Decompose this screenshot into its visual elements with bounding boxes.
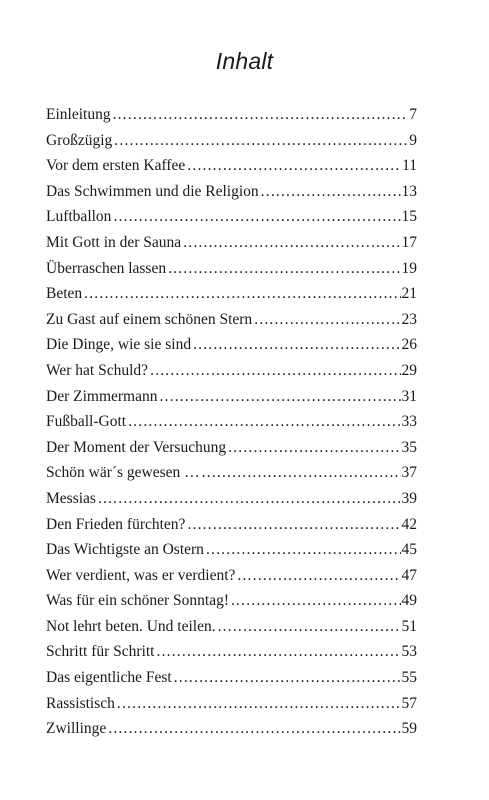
toc-entry-page-number: 13 (401, 182, 417, 200)
toc-entry (46, 204, 417, 230)
toc-entry (46, 358, 417, 384)
toc-entry-label: Einleitung (46, 106, 111, 123)
toc-dot-leader (174, 665, 401, 691)
toc-entry-label: Vor dem ersten Kaffee (46, 157, 186, 175)
toc-entry (46, 614, 417, 640)
toc-entry-page-number: 57 (401, 694, 417, 712)
toc-entry (46, 716, 417, 742)
toc-entry (46, 332, 417, 358)
toc-entry (46, 537, 417, 563)
toc-entry-page-number: 29 (401, 361, 417, 379)
toc-dot-leader (128, 409, 400, 435)
toc-entry-label: Wer verdient, was er verdient? (46, 566, 236, 584)
toc-entry-page-number: 59 (401, 720, 417, 738)
toc-entry (46, 230, 417, 256)
toc-dot-leader (114, 128, 408, 154)
toc-dot-leader (231, 588, 401, 614)
toc-entry-page-number: 55 (401, 669, 417, 687)
toc-entry-page-number: 49 (401, 592, 417, 610)
toc-entry-label: Schön wär´s gewesen … (46, 464, 200, 482)
toc-entry-label: Beten (46, 285, 83, 303)
toc-entry-label: Was für ein schöner Sonntag! (46, 592, 229, 610)
toc-entry-page-number: 45 (401, 541, 417, 559)
toc-entry-page-number: 31 (401, 387, 417, 405)
toc-entry-page-number: 9 (409, 131, 417, 149)
toc-dot-leader (261, 179, 401, 205)
toc-dot-leader (228, 435, 400, 461)
toc-dot-leader (98, 486, 401, 512)
toc-dot-leader (150, 358, 400, 384)
toc-dot-leader (187, 153, 401, 179)
toc-entry (46, 281, 417, 307)
toc-entry-page-number: 33 (401, 413, 417, 431)
toc-entry (46, 179, 417, 205)
toc-entry-page-number: 11 (402, 157, 417, 175)
toc-entry-page-number: 7 (409, 106, 417, 123)
toc-entry (46, 128, 417, 154)
toc-entry-label: Das Wichtigste an Ostern (46, 541, 204, 559)
toc-dot-leader (218, 614, 401, 640)
toc-entry-label: Die Dinge, wie sie sind (46, 336, 192, 354)
toc-entry-label: Wer hat Schuld? (46, 361, 149, 379)
toc-entry-page-number: 51 (401, 617, 417, 635)
toc-dot-leader (183, 230, 400, 256)
toc-entry (46, 460, 417, 486)
toc-dot-leader (202, 460, 401, 486)
toc-entry (46, 588, 417, 614)
toc-entry (46, 665, 417, 691)
toc-entry-page-number: 37 (401, 464, 417, 482)
toc-dot-leader (254, 307, 400, 333)
toc-entry-label: Schritt für Schritt (46, 643, 155, 661)
toc-entry-label: Großzügig (46, 131, 113, 149)
toc-dot-leader (193, 332, 400, 358)
toc-entry (46, 563, 417, 589)
toc-entry-label: Der Zimmermann (46, 387, 158, 405)
toc-dot-leader (157, 639, 401, 665)
toc-entry-label: Das eigentliche Fest (46, 669, 172, 687)
toc-dot-leader (168, 256, 400, 282)
toc-entry (46, 153, 417, 179)
toc-entry-page-number: 15 (401, 208, 417, 226)
toc-dot-leader (237, 563, 400, 589)
toc-entry-page-number: 53 (401, 643, 417, 661)
toc-entry (46, 486, 417, 512)
toc-dot-leader (187, 512, 400, 538)
toc-entry-page-number: 26 (401, 336, 417, 354)
toc-entry-page-number: 21 (401, 285, 417, 303)
toc-entry-page-number: 42 (401, 515, 417, 533)
toc-entry (46, 102, 417, 128)
toc-dot-leader (84, 281, 400, 307)
toc-entry-page-number: 23 (401, 310, 417, 328)
toc-dot-leader (108, 716, 400, 742)
toc-entry (46, 691, 417, 717)
toc-entry-label: Not lehrt beten. Und teilen. (46, 617, 216, 635)
toc-entry (46, 435, 417, 461)
toc-dot-leader (113, 204, 400, 230)
toc-entry (46, 409, 417, 435)
toc-dot-leader (206, 537, 401, 563)
toc-list (46, 102, 417, 742)
toc-entry (46, 307, 417, 333)
toc-entry-label: Rassistisch (46, 694, 115, 712)
toc-dot-leader (159, 384, 400, 410)
toc-entry-label: Zu Gast auf einem schönen Stern (46, 310, 253, 328)
toc-entry-page-number: 47 (401, 566, 417, 584)
toc-entry-label: Überraschen lassen (46, 259, 167, 277)
toc-dot-leader (117, 691, 401, 717)
toc-entry-label: Fußball-Gott (46, 413, 127, 431)
toc-entry-label: Messias (46, 489, 96, 507)
toc-entry (46, 256, 417, 282)
toc-entry-page-number: 19 (401, 259, 417, 277)
toc-entry-label: Luftballon (46, 208, 112, 226)
toc-entry-page-number: 39 (401, 489, 417, 507)
toc-entry-label: Den Frieden fürchten? (46, 515, 186, 533)
toc-entry-page-number: 35 (401, 438, 417, 456)
toc-dot-leader (113, 102, 409, 128)
toc-entry-label: Der Moment der Versuchung (46, 438, 227, 456)
toc-entry-label: Mit Gott in der Sauna (46, 233, 182, 251)
toc-entry (46, 384, 417, 410)
toc-entry (46, 639, 417, 665)
toc-title: Inhalt (215, 48, 274, 74)
toc-entry-page-number: 17 (401, 233, 417, 251)
toc-entry (46, 512, 417, 538)
toc-entry-label: Das Schwimmen und die Religion (46, 182, 259, 200)
toc-entry-label: Zwillinge (46, 720, 107, 738)
